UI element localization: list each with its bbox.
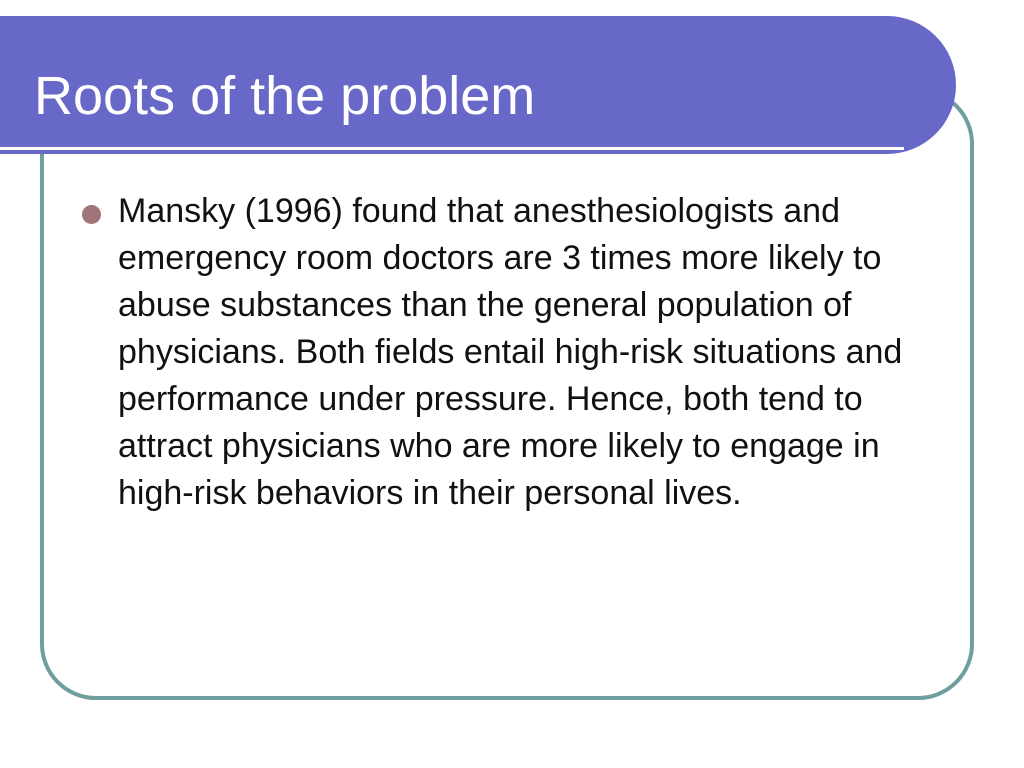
bullet-list	[82, 188, 912, 517]
slide-title: Roots of the problem	[34, 66, 536, 126]
bullet-text: Mansky (1996) found that anesthesiologists and emergency room doctors are 3 times more likely to abuse substances than the general population of physicians. Both fields entail high-risk situations and performance under pressure. Hence, both tend to attract physicians who are more likely to engage in high-risk behaviors in their personal lives.	[118, 192, 903, 512]
title-band	[0, 16, 956, 154]
bullet-item	[82, 188, 912, 517]
bullet-dot-icon	[82, 205, 101, 224]
title-underline	[0, 147, 904, 150]
